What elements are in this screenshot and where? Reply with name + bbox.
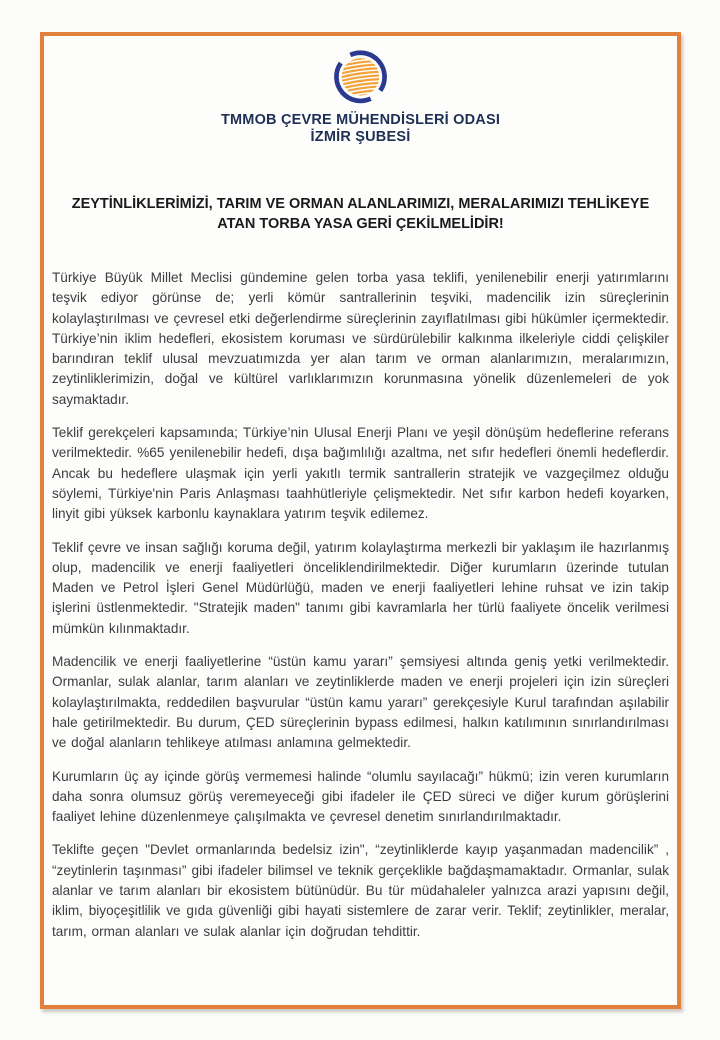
organization-title [49, 112, 672, 146]
body-paragraph-3: Teklif çevre ve insan sağlığı koruma değil, yatırım kolaylaştırma merkezli bir yaklaşım ile hazırlanmış olup, madencilik ve enerji faaliyetleri önceliklendirilmektedir. Diğer kurumların üzerinde tutulan Maden ve Petrol İşleri Genel Müdürlüğü, maden ve enerji faaliyetleri lehine ruhsat ve izin takip işlerini üstlenmektedir. "Stratejik maden" tanımı gibi kavramlarla her türlü faaliyete öncelik verilmesi mümkün kılınmaktadır. [52, 539, 669, 636]
press-release-headline: ZEYTİNLİKLERİMİZİ, TARIM VE ORMAN ALANLARIMIZI, MERALARIMIZI TEHLİKEYE ATAN TORBA YASA GERİ ÇEKİLMELİDİR! [71, 196, 650, 232]
body-paragraph-1: Türkiye Büyük Millet Meclisi gündemine gelen torba yasa teklifi, yenilenebilir enerji yatırımlarını teşvik ediyor görünse de; yerli kömür santrallerinin teşviki, madencilik izin süreçlerinin kolaylaştırılması ve çevresel etki değerlendirme süreçlerinin zayıflatılması gibi hükümler içermektedir. Türkiye’nin iklim hedefleri, ekosistem koruması ve sürdürülebilir kalkınma ilkeleriyle ciddi çelişkiler barındıran teklif ulusal mevzuatımızda yer alan tarım ve orman alanlarımızın, meralarımızın, zeytinliklerimizin, doğal ve kültürel varlıklarımızın korunmasına yönelik düzenlemeleri de yok saymaktadır. [52, 270, 669, 407]
body-paragraph-6: Teklifte geçen "Devlet ormanlarında bedelsiz izin", “zeytinliklerde kayıp yaşanmadan madencilik” , “zeytinlerin taşınması” gibi ifadeler bilimsel ve teknik gerçeklikle bağdaşmamaktadır. Ormanlar, sulak alanlar ve tarım alanları bir ekosistem bütünüdür. Bu tür müdahaleler yalnızca arazi yapısını değil, iklim, biyoçeşitlilik ve gıda güvenliği gibi hayati sistemlere de zarar verir. Teklif; zeytinlikler, meralar, tarım, orman alanları ve sulak alanlar için doğrudan tehdittir. [52, 842, 669, 939]
org-name-line1: TMMOB ÇEVRE MÜHENDİSLERİ ODASI [220, 112, 501, 128]
org-name-line2: İZMİR ŞUBESİ [310, 129, 411, 145]
body-paragraph-4: Madencilik ve enerji faaliyetlerine “üstün kamu yararı” şemsiyesi altında geniş yetki verilmektedir. Ormanlar, sulak alanlar, tarım alanları ve zeytinliklerde maden ve enerji projeleri için izin süreçleri kolaylaştırılmakta, reddedilen başvurular “üstün kamu yararı” gerekçesiyle Kurul tarafından aşılabilir hale getirilmektedir. Bu durum, ÇED süreçlerinin bypass edilmesi, halkın katılımının sınırlandırılması ve doğal alanların tehlikeye atılması anlamına gelmektedir. [52, 654, 669, 751]
cmo-globe-ring-icon [327, 42, 394, 109]
press-release-body [49, 268, 672, 942]
body-paragraph-5: Kurumların üç ay içinde görüş vermemesi halinde “olumlu sayılacağı” hükmü; izin veren kurumların daha sonra olumsuz görüş veremeyeceği gibi ifadeler ile ÇED süreci ve diğer kurum görüşlerini faaliyet lehine düzenlenmeye çalışılmakta ve çevresel denetim sınırlandırılmaktadır. [52, 768, 669, 825]
document-border-frame [40, 32, 681, 1009]
document-content [44, 36, 677, 1005]
logo-container [49, 42, 672, 109]
body-paragraph-2: Teklif gerekçeleri kapsamında; Türkiye’nin Ulusal Enerji Planı ve yeşil dönüşüm hedeflerine referans verilmektedir. %65 yenilenebilir hedefi, dışa bağımlılığı azaltma, net sıfır hedefleri önemli hedeflerdir. Ancak bu hedeflere ulaşmak için yerli yakıtlı termik santrallerin stratejik ve vazgeçilmez olduğu söylemi, Türkiye'nin Paris Anlaşması taahhütleriyle çelişmektedir. Net sıfır karbon hedefi koyarken, linyit gibi yüksek karbonlu kaynaklara yatırım teşvik edilemez. [52, 425, 669, 522]
